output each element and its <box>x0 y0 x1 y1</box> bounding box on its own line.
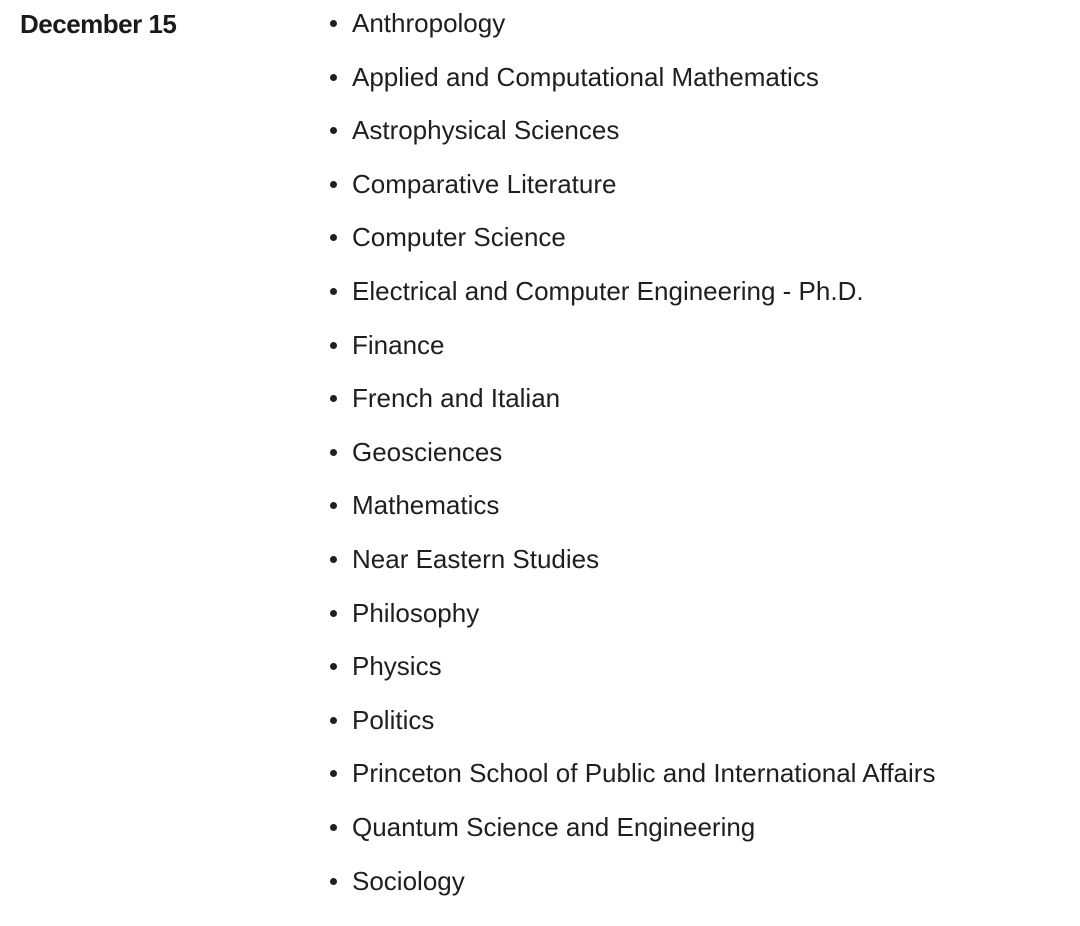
program-name: French and Italian <box>352 383 561 414</box>
bullet-icon <box>330 717 337 724</box>
list-item <box>330 487 935 541</box>
bullet-icon <box>330 824 337 831</box>
program-name: Sociology <box>352 865 465 896</box>
list-item <box>330 702 935 756</box>
program-name: Politics <box>352 704 435 735</box>
bullet-icon <box>330 74 337 81</box>
bullet-icon <box>330 449 337 456</box>
deadline-date: December 15 <box>20 9 177 39</box>
program-name: Applied and Computational Mathematics <box>352 61 819 92</box>
list-item <box>330 327 935 381</box>
program-name: Electrical and Computer Engineering - Ph.D. <box>352 275 864 306</box>
list-item <box>330 595 935 649</box>
list-item <box>330 809 935 863</box>
list-item <box>330 5 935 59</box>
bullet-icon <box>330 234 337 241</box>
bullet-icon <box>330 20 337 27</box>
list-item <box>330 648 935 702</box>
list-item <box>330 59 935 113</box>
bullet-icon <box>330 770 337 777</box>
bullet-icon <box>330 342 337 349</box>
program-list <box>330 5 935 916</box>
list-item <box>330 380 935 434</box>
program-name: Astrophysical Sciences <box>352 115 620 146</box>
bullet-icon <box>330 610 337 617</box>
program-name: Physics <box>352 651 442 682</box>
program-name: Princeton School of Public and International Affairs <box>352 758 936 789</box>
program-name: Geosciences <box>352 436 503 467</box>
bullet-icon <box>330 395 337 402</box>
bullet-icon <box>330 878 337 885</box>
program-name: Mathematics <box>352 490 500 521</box>
list-item <box>330 863 935 917</box>
list-item <box>330 273 935 327</box>
program-name: Near Eastern Studies <box>352 543 600 574</box>
program-name: Philosophy <box>352 597 480 628</box>
program-name: Finance <box>352 329 445 360</box>
bullet-icon <box>330 663 337 670</box>
list-item <box>330 541 935 595</box>
program-name: Anthropology <box>352 8 506 38</box>
bullet-icon <box>330 127 337 134</box>
program-name: Quantum Science and Engineering <box>352 811 756 842</box>
list-item <box>330 112 935 166</box>
bullet-icon <box>330 502 337 509</box>
list-item <box>330 166 935 220</box>
program-name: Comparative Literature <box>352 168 617 199</box>
bullet-icon <box>330 288 337 295</box>
list-item <box>330 434 935 488</box>
list-item <box>330 219 935 273</box>
bullet-icon <box>330 181 337 188</box>
program-name: Computer Science <box>352 222 566 253</box>
bullet-icon <box>330 556 337 563</box>
list-item <box>330 755 935 809</box>
